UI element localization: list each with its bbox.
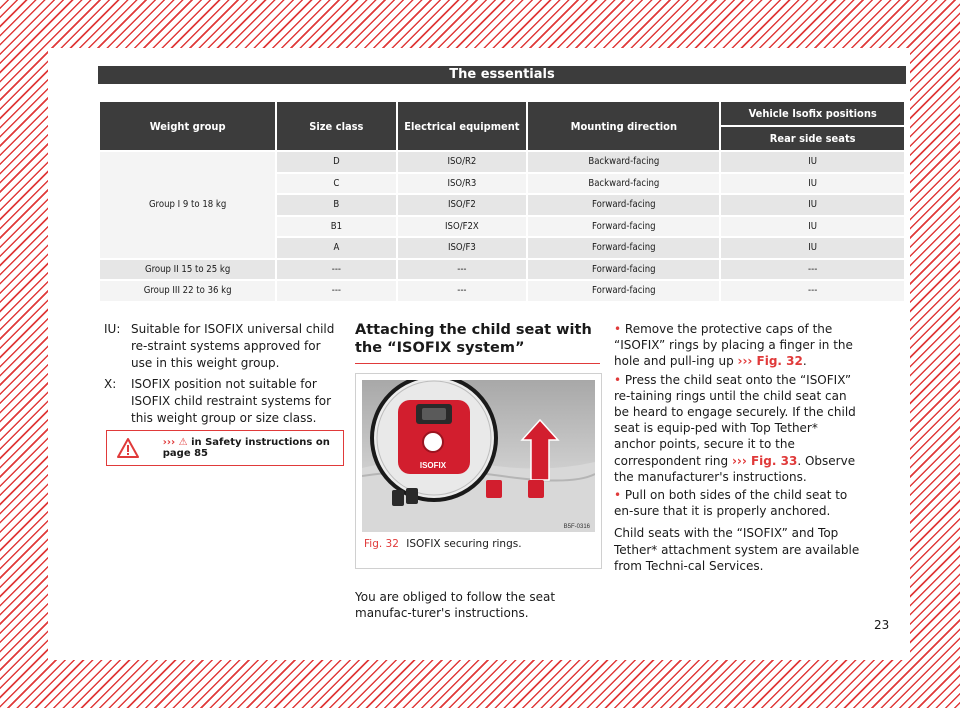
table-cell: ISO/R3 bbox=[397, 173, 528, 195]
intro-paragraph: You are obliged to follow the seat manufac-turer's instructions. bbox=[355, 590, 556, 620]
table-cell: Forward-facing bbox=[527, 280, 720, 302]
warning-icon bbox=[107, 437, 149, 459]
table-cell: Backward-facing bbox=[527, 173, 720, 195]
header-electrical-equipment: Electrical equipment bbox=[397, 101, 528, 151]
table-cell: IU bbox=[720, 194, 905, 216]
step-text: . Observe the manufacturer's instructions. bbox=[614, 453, 856, 484]
definition-text: ISOFIX position not suitable for ISOFIX child restraint systems for this weight group or size class. bbox=[131, 377, 332, 425]
table-cell: Forward-facing bbox=[527, 216, 720, 238]
table-cell: D bbox=[276, 151, 396, 173]
figure-caption-text: ISOFIX securing rings. bbox=[406, 538, 522, 550]
step-text: Press the child seat onto the “ISOFIX” re-taining rings until the child seat can be heard to engage securely. If the child seat is equip-ped with Top Tether* anchor points, secure it to the correspondent ring bbox=[614, 372, 856, 468]
fig-33-link[interactable]: ››› Fig. 33 bbox=[731, 453, 798, 468]
definitions bbox=[104, 321, 344, 431]
header-vehicle-isofix-positions: Vehicle Isofix positions bbox=[720, 101, 905, 126]
page bbox=[48, 48, 910, 660]
table-cell: ISO/F2 bbox=[397, 194, 528, 216]
step-3 bbox=[614, 487, 860, 519]
definition-text: Suitable for ISOFIX universal child re-straint systems approved for use in this weight group. bbox=[131, 322, 335, 370]
table-cell: IU bbox=[720, 151, 905, 173]
table-cell: --- bbox=[397, 280, 528, 302]
reference-arrows: ››› bbox=[162, 437, 176, 448]
header-weight-group: Weight group bbox=[99, 101, 276, 151]
table-cell: IU bbox=[720, 237, 905, 259]
figure-caption bbox=[364, 538, 522, 550]
table-cell: Group II 15 to 25 kg bbox=[99, 259, 276, 281]
table-cell: ISO/F3 bbox=[397, 237, 528, 259]
table-cell: Backward-facing bbox=[527, 151, 720, 173]
header-size-class: Size class bbox=[276, 101, 396, 151]
table-cell: A bbox=[276, 237, 396, 259]
table-cell: --- bbox=[276, 280, 396, 302]
table-cell: Group III 22 to 36 kg bbox=[99, 280, 276, 302]
step-2 bbox=[614, 372, 860, 485]
steps-column bbox=[614, 321, 860, 576]
table-cell: B1 bbox=[276, 216, 396, 238]
table-cell: --- bbox=[276, 259, 396, 281]
table-cell: Forward-facing bbox=[527, 194, 720, 216]
page-header: The essentials bbox=[98, 66, 906, 84]
fig-32-link[interactable]: ››› Fig. 32 bbox=[737, 354, 803, 369]
definition-key: X: bbox=[104, 377, 117, 391]
header-mounting-direction: Mounting direction bbox=[527, 101, 720, 151]
isofix-rings-illustration bbox=[362, 380, 595, 532]
table-cell: ISO/F2X bbox=[397, 216, 528, 238]
page-number: 23 bbox=[874, 618, 890, 632]
isofix-badge-text: ISOFIX bbox=[419, 461, 447, 470]
safety-reference-link[interactable] bbox=[163, 437, 343, 459]
small-warning-icon: ⚠ bbox=[178, 437, 188, 448]
note-paragraph: Child seats with the “ISOFIX” and Top Tether* attachment system are available from Techni-cal Services. bbox=[614, 526, 860, 573]
bullet-icon: • bbox=[614, 372, 622, 387]
step-text: Pull on both sides of the child seat to en-sure that it is properly anchored. bbox=[614, 488, 848, 519]
table-cell: ISO/R2 bbox=[397, 151, 528, 173]
group-label: Group I 9 to 18 kg bbox=[99, 151, 276, 259]
table-row bbox=[99, 259, 905, 281]
table-row bbox=[99, 151, 905, 173]
reference-text: in Safety instructions on page 85 bbox=[162, 437, 330, 459]
definition-key: IU: bbox=[104, 322, 121, 336]
definition-x bbox=[104, 376, 344, 427]
step-1: • Remove the protective caps of the “ISOFIX” rings by placing a finger in the hole and pull-ing up ››› Fig. 32. bbox=[614, 322, 853, 369]
figure-32 bbox=[355, 373, 602, 569]
header-rear-side-seats: Rear side seats bbox=[720, 126, 905, 151]
table-cell: --- bbox=[720, 259, 905, 281]
figure-code: B5F-0316 bbox=[563, 524, 590, 530]
table-cell: Forward-facing bbox=[527, 237, 720, 259]
section-column bbox=[355, 321, 600, 620]
section-heading: Attaching the child seat with the “ISOFIX system” bbox=[355, 321, 600, 364]
isofix-table bbox=[98, 100, 906, 303]
bullet-icon: • bbox=[614, 322, 622, 336]
bullet-icon: • bbox=[614, 488, 622, 503]
safety-warning-box bbox=[106, 430, 344, 466]
step-text: Remove the protective caps of the “ISOFIX” rings by placing a finger in the hole and pull-ing up bbox=[614, 322, 853, 369]
definition-iu bbox=[104, 321, 344, 372]
table-cell: B bbox=[276, 194, 396, 216]
table-cell: --- bbox=[397, 259, 528, 281]
figure-label: Fig. 32 bbox=[364, 538, 399, 550]
table-cell: IU bbox=[720, 173, 905, 195]
table-cell: Forward-facing bbox=[527, 259, 720, 281]
table-cell: C bbox=[276, 173, 396, 195]
table-cell: --- bbox=[720, 280, 905, 302]
table-row bbox=[99, 280, 905, 302]
table-cell: IU bbox=[720, 216, 905, 238]
